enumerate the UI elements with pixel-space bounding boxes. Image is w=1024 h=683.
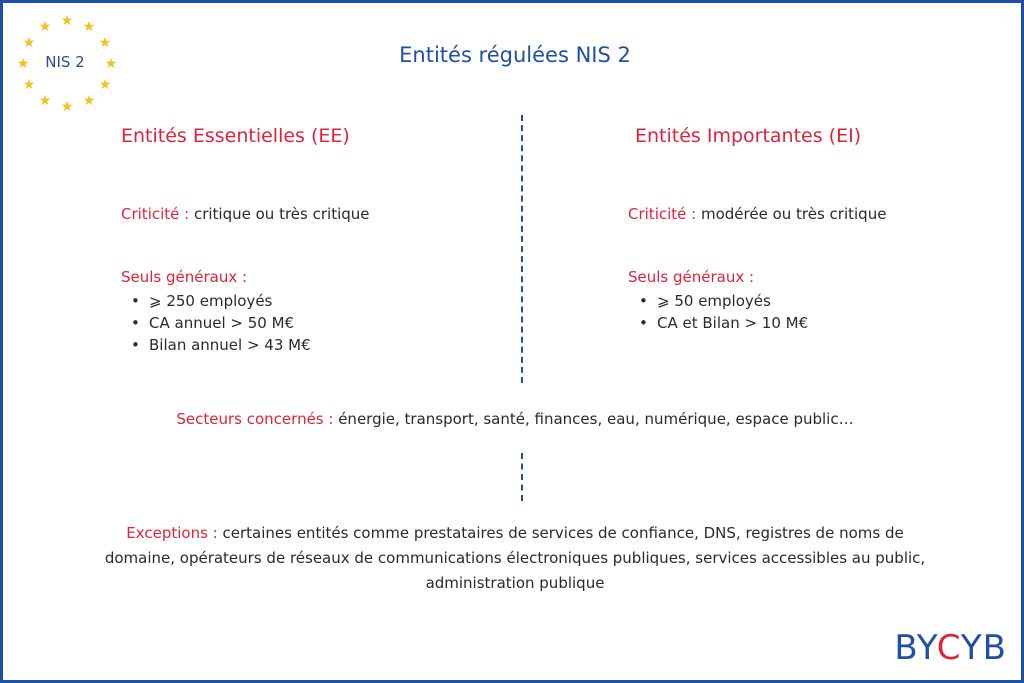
exceptions-value: certaines entités comme prestataires de services de confiance, DNS, registres de noms de domaine, opérateurs de réseaux de communications électroniques publiques, services accessibles au public, administration publique bbox=[104, 524, 926, 592]
ei-criticite-value: modérée ou très critique bbox=[696, 205, 887, 223]
ei-heading: Entités Importantes (EI) bbox=[635, 125, 862, 147]
secteurs-label: Secteurs concernés : bbox=[176, 410, 334, 428]
bycyb-logo bbox=[894, 628, 1007, 668]
ei-criticite bbox=[628, 205, 886, 223]
secteurs-value: énergie, transport, santé, finances, eau, numérique, espace public… bbox=[333, 410, 854, 428]
section-divider bbox=[521, 453, 523, 501]
star-icon: ★ bbox=[104, 56, 118, 72]
list-item: • CA annuel > 50 M€ bbox=[131, 312, 311, 334]
star-icon: ★ bbox=[60, 13, 74, 29]
list-item: • ⩾ 250 employés bbox=[131, 290, 311, 312]
ee-criticite-value: critique ou très critique bbox=[189, 205, 370, 223]
page-title: Entités régulées NIS 2 bbox=[399, 43, 631, 67]
exceptions-label: Exceptions : bbox=[126, 524, 218, 542]
ei-criticite-label: Criticité : bbox=[628, 205, 697, 223]
brand-text-c: C bbox=[936, 628, 961, 668]
star-icon: ★ bbox=[82, 19, 96, 35]
star-icon: ★ bbox=[16, 56, 30, 72]
brand-text-start: BY bbox=[894, 628, 937, 668]
ei-seuils-list bbox=[639, 290, 808, 334]
list-item: • CA et Bilan > 10 M€ bbox=[639, 312, 808, 334]
star-icon: ★ bbox=[60, 99, 74, 115]
star-icon: ★ bbox=[38, 19, 52, 35]
star-icon: ★ bbox=[98, 35, 112, 51]
badge-label: NIS 2 bbox=[45, 53, 85, 71]
ei-seuils-label: Seuls généraux : bbox=[628, 268, 755, 286]
ee-criticite-label: Criticité : bbox=[121, 205, 190, 223]
column-divider bbox=[521, 115, 523, 383]
list-item: • Bilan annuel > 43 M€ bbox=[131, 334, 311, 356]
brand-text-end: YB bbox=[960, 628, 1007, 668]
ee-heading: Entités Essentielles (EE) bbox=[121, 125, 350, 147]
ee-seuils-label: Seuls généraux : bbox=[121, 268, 248, 286]
star-icon: ★ bbox=[22, 35, 36, 51]
star-icon: ★ bbox=[98, 77, 112, 93]
star-icon: ★ bbox=[82, 93, 96, 109]
secteurs-line bbox=[3, 410, 1024, 428]
list-item: • ⩾ 50 employés bbox=[639, 290, 808, 312]
ee-seuils-list bbox=[131, 290, 311, 356]
exceptions-block bbox=[103, 521, 927, 596]
ee-criticite bbox=[121, 205, 370, 223]
star-icon: ★ bbox=[38, 93, 52, 109]
star-icon: ★ bbox=[22, 77, 36, 93]
